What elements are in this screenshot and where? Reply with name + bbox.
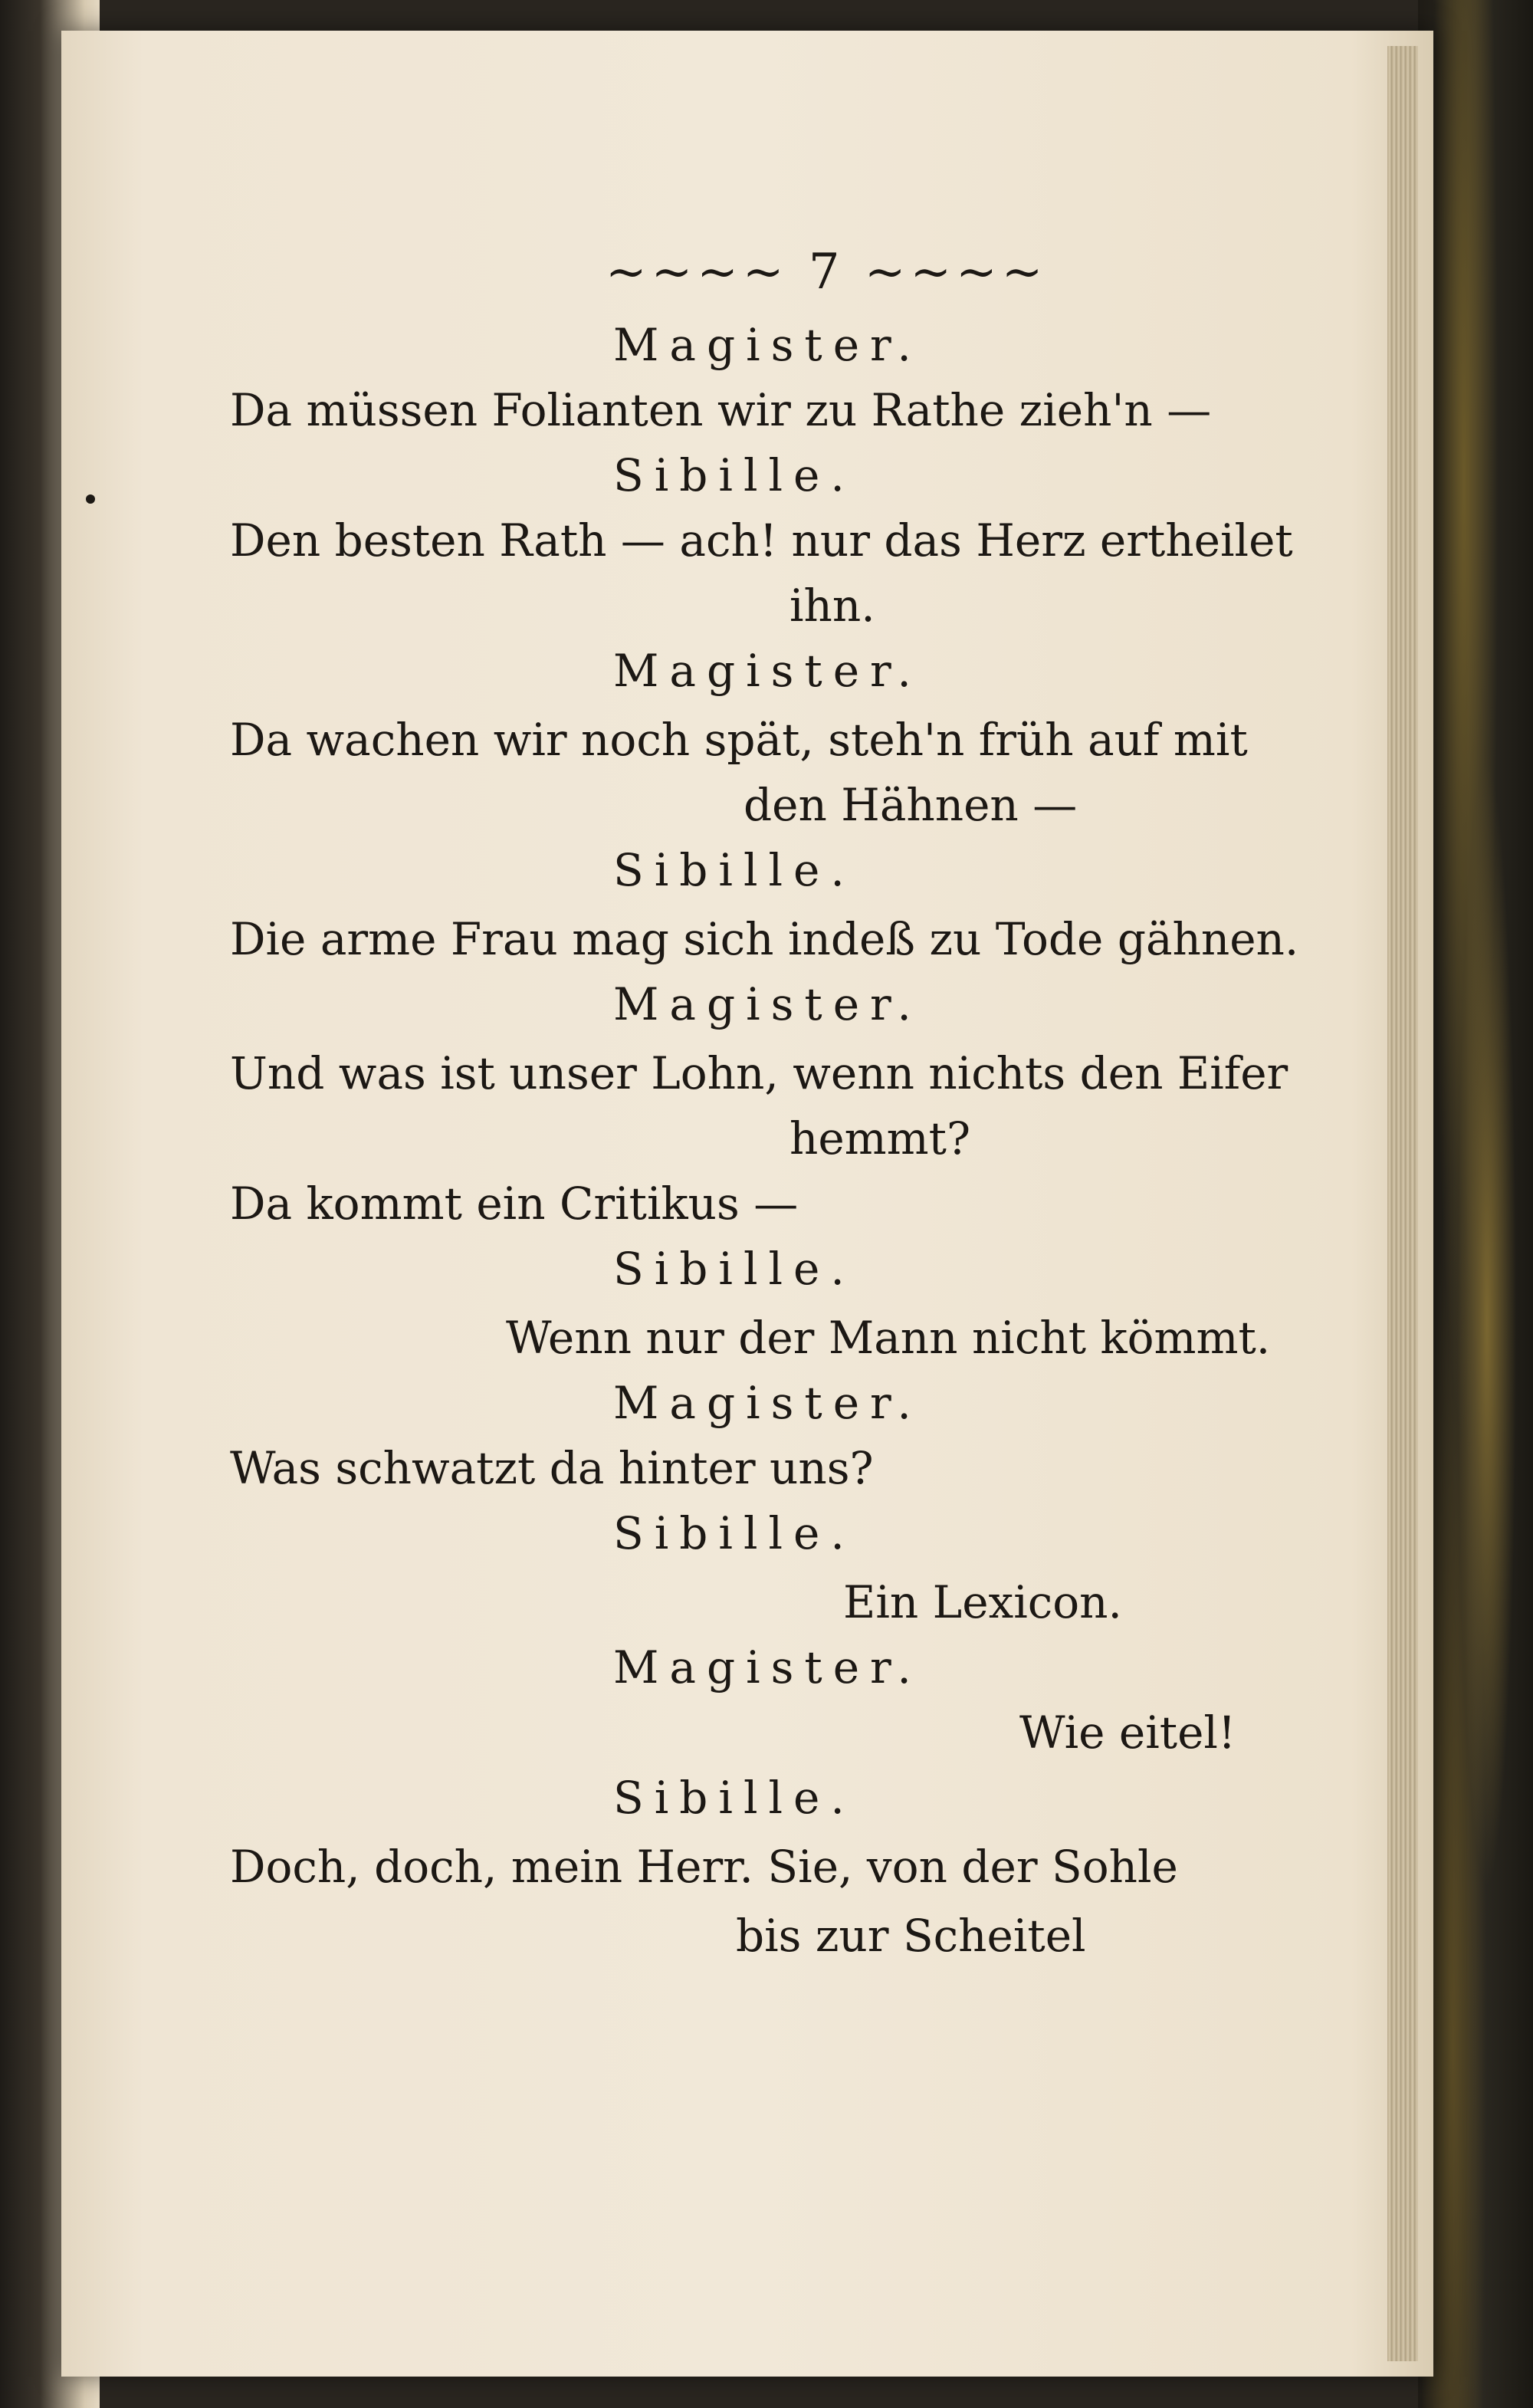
book-cover-right — [1418, 0, 1533, 2408]
verse-line: Was schwatzt da hinter uns? — [230, 1442, 874, 1494]
verse-line: Den besten Rath — ach! nur das Herz ertheilet — [230, 514, 1293, 567]
speaker-label: Magister. — [613, 978, 922, 1030]
speaker-label: Sibille. — [613, 844, 855, 896]
verse-line: Wie eitel! — [1019, 1707, 1236, 1759]
speaker-label: Sibille. — [613, 1772, 855, 1824]
verse-line: Ein Lexicon. — [843, 1576, 1122, 1628]
speaker-label: Sibille. — [613, 449, 855, 501]
verse-line: Wenn nur der Mann nicht kömmt. — [506, 1312, 1271, 1364]
verse-line: Doch, doch, mein Herr. Sie, von der Sohle — [230, 1841, 1178, 1893]
verse-line: Da müssen Folianten wir zu Rathe zieh'n — — [230, 384, 1212, 436]
verse-line: Da wachen wir noch spät, steh'n früh auf mit — [230, 714, 1248, 766]
verse-line: Die arme Frau mag sich indeß zu Tode gähnen. — [230, 913, 1299, 965]
speaker-label: Magister. — [613, 1377, 922, 1429]
verse-line: Da kommt ein Critikus — — [230, 1178, 799, 1230]
verse-line: den Hähnen — — [744, 779, 1078, 831]
verse-line: ihn. — [789, 580, 875, 632]
verse-line: Und was ist unser Lohn, wenn nichts den Eifer — [230, 1047, 1288, 1099]
verse-line: hemmt? — [789, 1112, 971, 1165]
speaker-label: Magister. — [613, 319, 922, 371]
verse-line: bis zur Scheitel — [736, 1910, 1086, 1962]
margin-mark — [86, 494, 95, 504]
speaker-label: Magister. — [613, 1641, 922, 1693]
page-stack-edge — [1387, 46, 1418, 2361]
speaker-label: Sibille. — [613, 1507, 855, 1559]
page-number: ~~~~ 7 ~~~~ — [606, 244, 1048, 301]
speaker-label: Sibille. — [613, 1243, 855, 1295]
speaker-label: Magister. — [613, 645, 922, 697]
